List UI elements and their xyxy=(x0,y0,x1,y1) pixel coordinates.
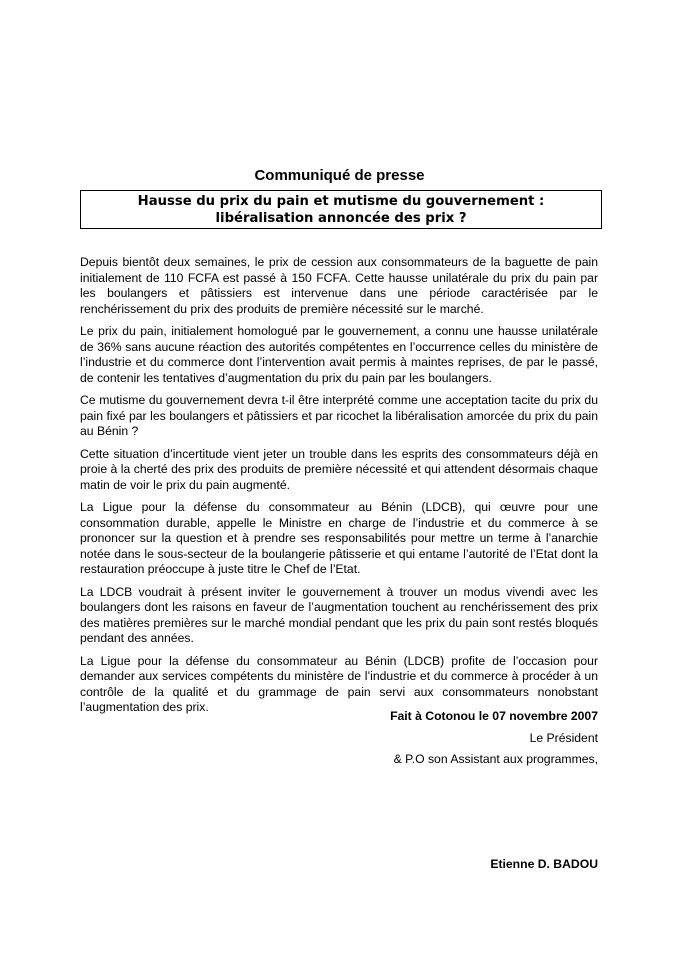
paragraph: La Ligue pour la défense du consommateur au Bénin (LDCB) profite de l’occasion pour demander aux services compétents du ministère de l’industrie et du commerce à procéder à un contrôle de la qualité et du grammage de pain servi aux consommateurs nonobstant l’augmentation des prix. xyxy=(80,653,598,714)
paragraph: La LDCB voudrait à présent inviter le gouvernement à trouver un modus vivendi avec les boulangers dont les raisons en faveur de l’augmentation touchent au renchérissement des prix des matières premières sur le marché mondial pendant que les prix du pain sont restés bloqués pendant des années. xyxy=(80,584,598,645)
signatory-name: Etienne D. BADOU xyxy=(490,857,598,871)
signatory-assistant: & P.O son Assistant aux programmes, xyxy=(393,752,598,766)
document-title: Communiqué de presse xyxy=(254,167,425,184)
signoff-block xyxy=(390,709,598,768)
paragraph: La Ligue pour la défense du consommateur au Bénin (LDCB), qui œuvre pour une consommation durable, appelle le Ministre en charge de l’industrie et du commerce à se prononcer sur la question et à prendre ses responsabilités pour mettre un terme à l’anarchie notée dans le sous-secteur de la boulangerie pâtisserie et qui entame l’autorité de l’Etat dont la restauration préoccupe à juste titre le Chef de l’Etat. xyxy=(80,500,598,576)
body-text xyxy=(80,255,598,723)
paragraph: Depuis bientôt deux semaines, le prix de cession aux consommateurs de la baguette de pain initialement de 110 FCFA est passé à 150 FCFA. Cette hausse unilatérale du prix du pain par les boulangers et pâtissiers est intervenue dans une période caractérisée par le renchérissement du prix des produits de première nécessité sur le marché. xyxy=(80,255,598,316)
headline-line-1: Hausse du prix du pain et mutisme du gouvernement : xyxy=(137,194,545,209)
paragraph: Le prix du pain, initialement homologué par le gouvernement, a connu une hausse unilatérale de 36% sans aucune réaction des autorités compétentes en l’occurrence celles du ministère de l’industrie et du commerce dont l’intervention avait permis à maintes reprises, de par le passé, de contenir les tentatives d’augmentation du prix du pain par les boulangers. xyxy=(80,324,598,385)
paragraph: Cette situation d’incertitude vient jeter un trouble dans les esprits des consommateurs déjà en proie à la cherté des prix des produits de première nécessité et qui attendent désormais chaque matin de voir le prix du pain augmenté. xyxy=(80,446,598,492)
signatory-role: Le Président xyxy=(529,730,598,745)
headline-line-2: libéralisation annoncée des prix ? xyxy=(215,211,467,226)
place-and-date: Fait à Cotonou le 07 novembre 2007 xyxy=(390,709,598,723)
paragraph: Ce mutisme du gouvernement devra t-il être interprété comme une acceptation tacite du prix du pain fixé par les boulangers et pâtissiers et par ricochet la libéralisation amorcée du prix du pain au Bénin ? xyxy=(80,393,598,438)
headline-box xyxy=(80,190,602,229)
